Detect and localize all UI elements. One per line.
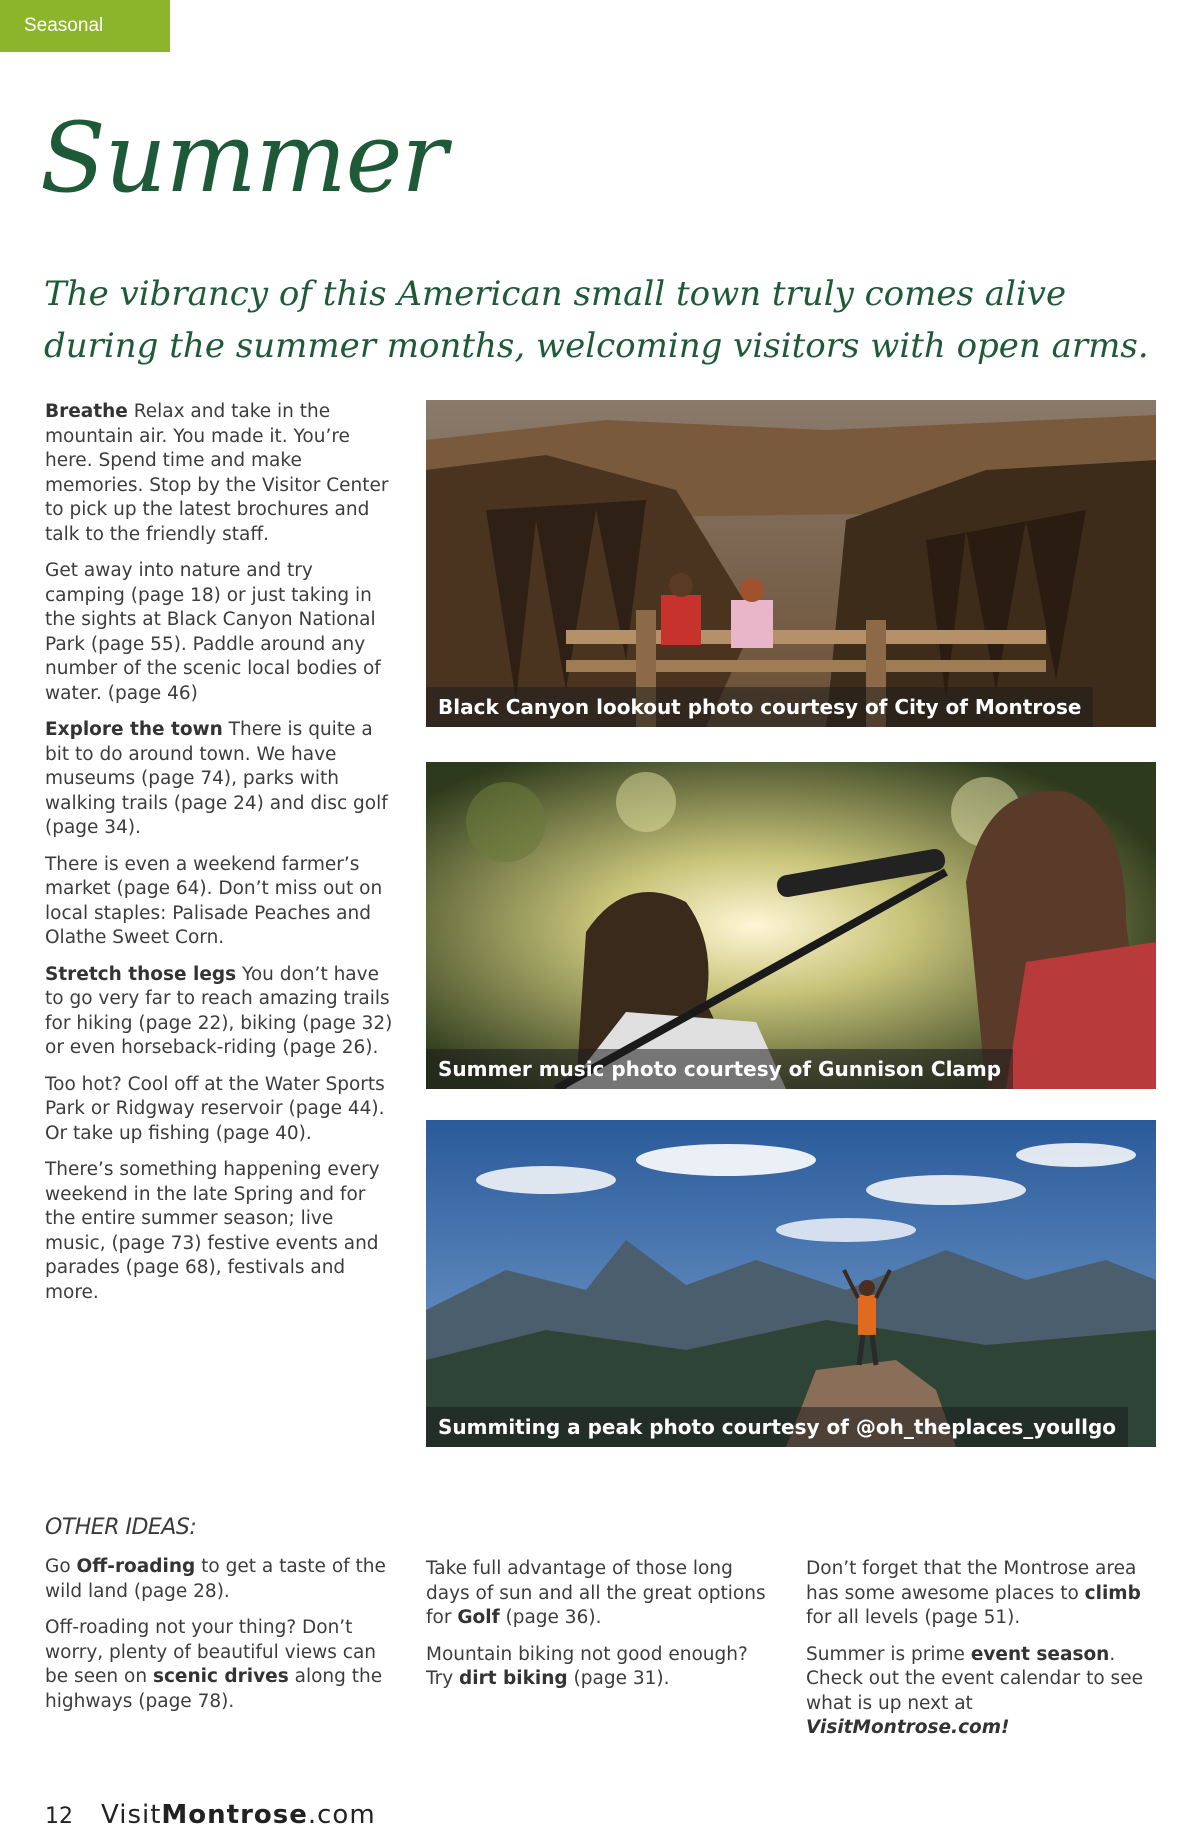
paragraph-nature bbox=[45, 559, 395, 706]
brand-montrose: Montrose bbox=[161, 1800, 308, 1830]
idea-offroading bbox=[45, 1555, 395, 1604]
paragraph-text: Get away into nature and try camping (page 18) or just taking in the sights at Black Canyon National Park (page 55). Paddle around any number of the scenic local bodies of water. (page 46) bbox=[45, 560, 381, 704]
idea-keyword: Off-roading bbox=[76, 1556, 196, 1577]
ideas-column-2 bbox=[426, 1557, 776, 1704]
idea-text: for all levels (page 51). bbox=[806, 1607, 1021, 1628]
idea-event-season bbox=[806, 1643, 1156, 1741]
photo-summit-peak bbox=[426, 1120, 1156, 1447]
paragraph-lead: Explore the town bbox=[45, 719, 223, 740]
paragraph-lead: Stretch those legs bbox=[45, 963, 237, 985]
idea-keyword: climb bbox=[1084, 1582, 1141, 1604]
idea-keyword: Golf bbox=[457, 1607, 500, 1628]
paragraph-text: You don’t have to go very far to reach amazing trails for hiking (page 22), biking (page 32) or even horseback-riding (page 26). bbox=[45, 963, 393, 1058]
paragraph-text: Too hot? Cool off at the Water Sports Park or Ridgway reservoir (page 44). Or take up fishing (page 40). bbox=[45, 1073, 385, 1144]
brand-logo bbox=[101, 1800, 376, 1830]
ideas-column-3 bbox=[806, 1557, 1156, 1753]
idea-scenic-drives bbox=[45, 1616, 395, 1714]
photo-caption: Black Canyon lookout photo courtesy of City of Montrose bbox=[426, 687, 1093, 727]
main-text-column bbox=[45, 400, 395, 1317]
black-canyon-image bbox=[426, 400, 1156, 727]
idea-text: (page 36). bbox=[499, 1607, 602, 1628]
idea-text: Off-roading not your thing? Don’t worry, plenty of beautiful views can be seen on bbox=[45, 1617, 377, 1687]
paragraph-text: There is even a weekend farmer’s market (page 64). Don’t miss out on local staples: Palisade Peaches and Olathe Sweet Corn. bbox=[45, 853, 383, 948]
idea-text: (page 31). bbox=[567, 1668, 670, 1689]
section-tab: Seasonal bbox=[0, 0, 170, 52]
paragraph-text: There is quite a bit to do around town. We have museums (page 74), parks with walking trails (page 24) and disc golf (page 34). bbox=[45, 719, 388, 838]
page-subtitle: The vibrancy of this American small town truly comes alive during the summer months, welcoming visitors with open arms. bbox=[44, 274, 1149, 366]
idea-climb bbox=[806, 1557, 1156, 1631]
idea-text: Don’t forget that the Montrose area has some awesome places to bbox=[806, 1558, 1137, 1604]
photo-caption: Summiting a peak photo courtesy of @oh_theplaces_youllgo bbox=[426, 1407, 1128, 1447]
idea-keyword: event season bbox=[970, 1643, 1110, 1665]
paragraph-breathe bbox=[45, 400, 395, 547]
idea-text: Mountain biking not good enough? Try bbox=[426, 1643, 748, 1689]
idea-text: Take full advantage of those long days of sun and all the great options for bbox=[426, 1558, 766, 1628]
paragraph-lead: Breathe bbox=[45, 401, 128, 422]
summer-music-image bbox=[426, 762, 1156, 1089]
page-number: 12 bbox=[45, 1804, 73, 1829]
idea-keyword: scenic drives bbox=[152, 1666, 289, 1687]
idea-dirt-biking bbox=[426, 1643, 776, 1692]
paragraph-text: There’s something happening every weekend in the late Spring and for the entire summer season; live music, (page 73) festive events and parades (page 68), festivals and more. bbox=[45, 1159, 380, 1303]
paragraph-market bbox=[45, 853, 395, 951]
paragraph-text: Relax and take in the mountain air. You made it. You’re here. Spend time and make memories. Stop by the Visitor Center to pick up the latest brochures and talk to the friendly staff. bbox=[45, 401, 389, 545]
photo-caption: Summer music photo courtesy of Gunnison Clamp bbox=[426, 1049, 1013, 1089]
ideas-column-1 bbox=[45, 1555, 395, 1726]
idea-text: to get a taste of the wild land (page 28). bbox=[45, 1556, 386, 1602]
idea-golf bbox=[426, 1557, 776, 1631]
brand-com: .com bbox=[307, 1800, 376, 1830]
paragraph-stretch-legs bbox=[45, 963, 395, 1061]
idea-text: along the highways (page 78). bbox=[45, 1666, 383, 1712]
paragraph-cool-off bbox=[45, 1073, 395, 1147]
idea-text: Go bbox=[45, 1556, 77, 1577]
brand-visit: Visit bbox=[101, 1800, 162, 1830]
summit-peak-image bbox=[426, 1120, 1156, 1447]
photo-black-canyon bbox=[426, 400, 1156, 727]
paragraph-events bbox=[45, 1158, 395, 1305]
other-ideas-title: OTHER IDEAS: bbox=[45, 1515, 197, 1540]
paragraph-explore-town bbox=[45, 718, 395, 841]
idea-text: Summer is prime bbox=[806, 1643, 971, 1665]
idea-text: . Check out the event calendar to see what is up next at bbox=[806, 1643, 1143, 1714]
website-link[interactable]: VisitMontrose.com! bbox=[806, 1717, 1010, 1738]
page-title: Summer bbox=[40, 102, 447, 214]
photo-summer-music bbox=[426, 762, 1156, 1089]
idea-keyword: dirt biking bbox=[459, 1668, 568, 1689]
page-footer bbox=[45, 1800, 376, 1840]
